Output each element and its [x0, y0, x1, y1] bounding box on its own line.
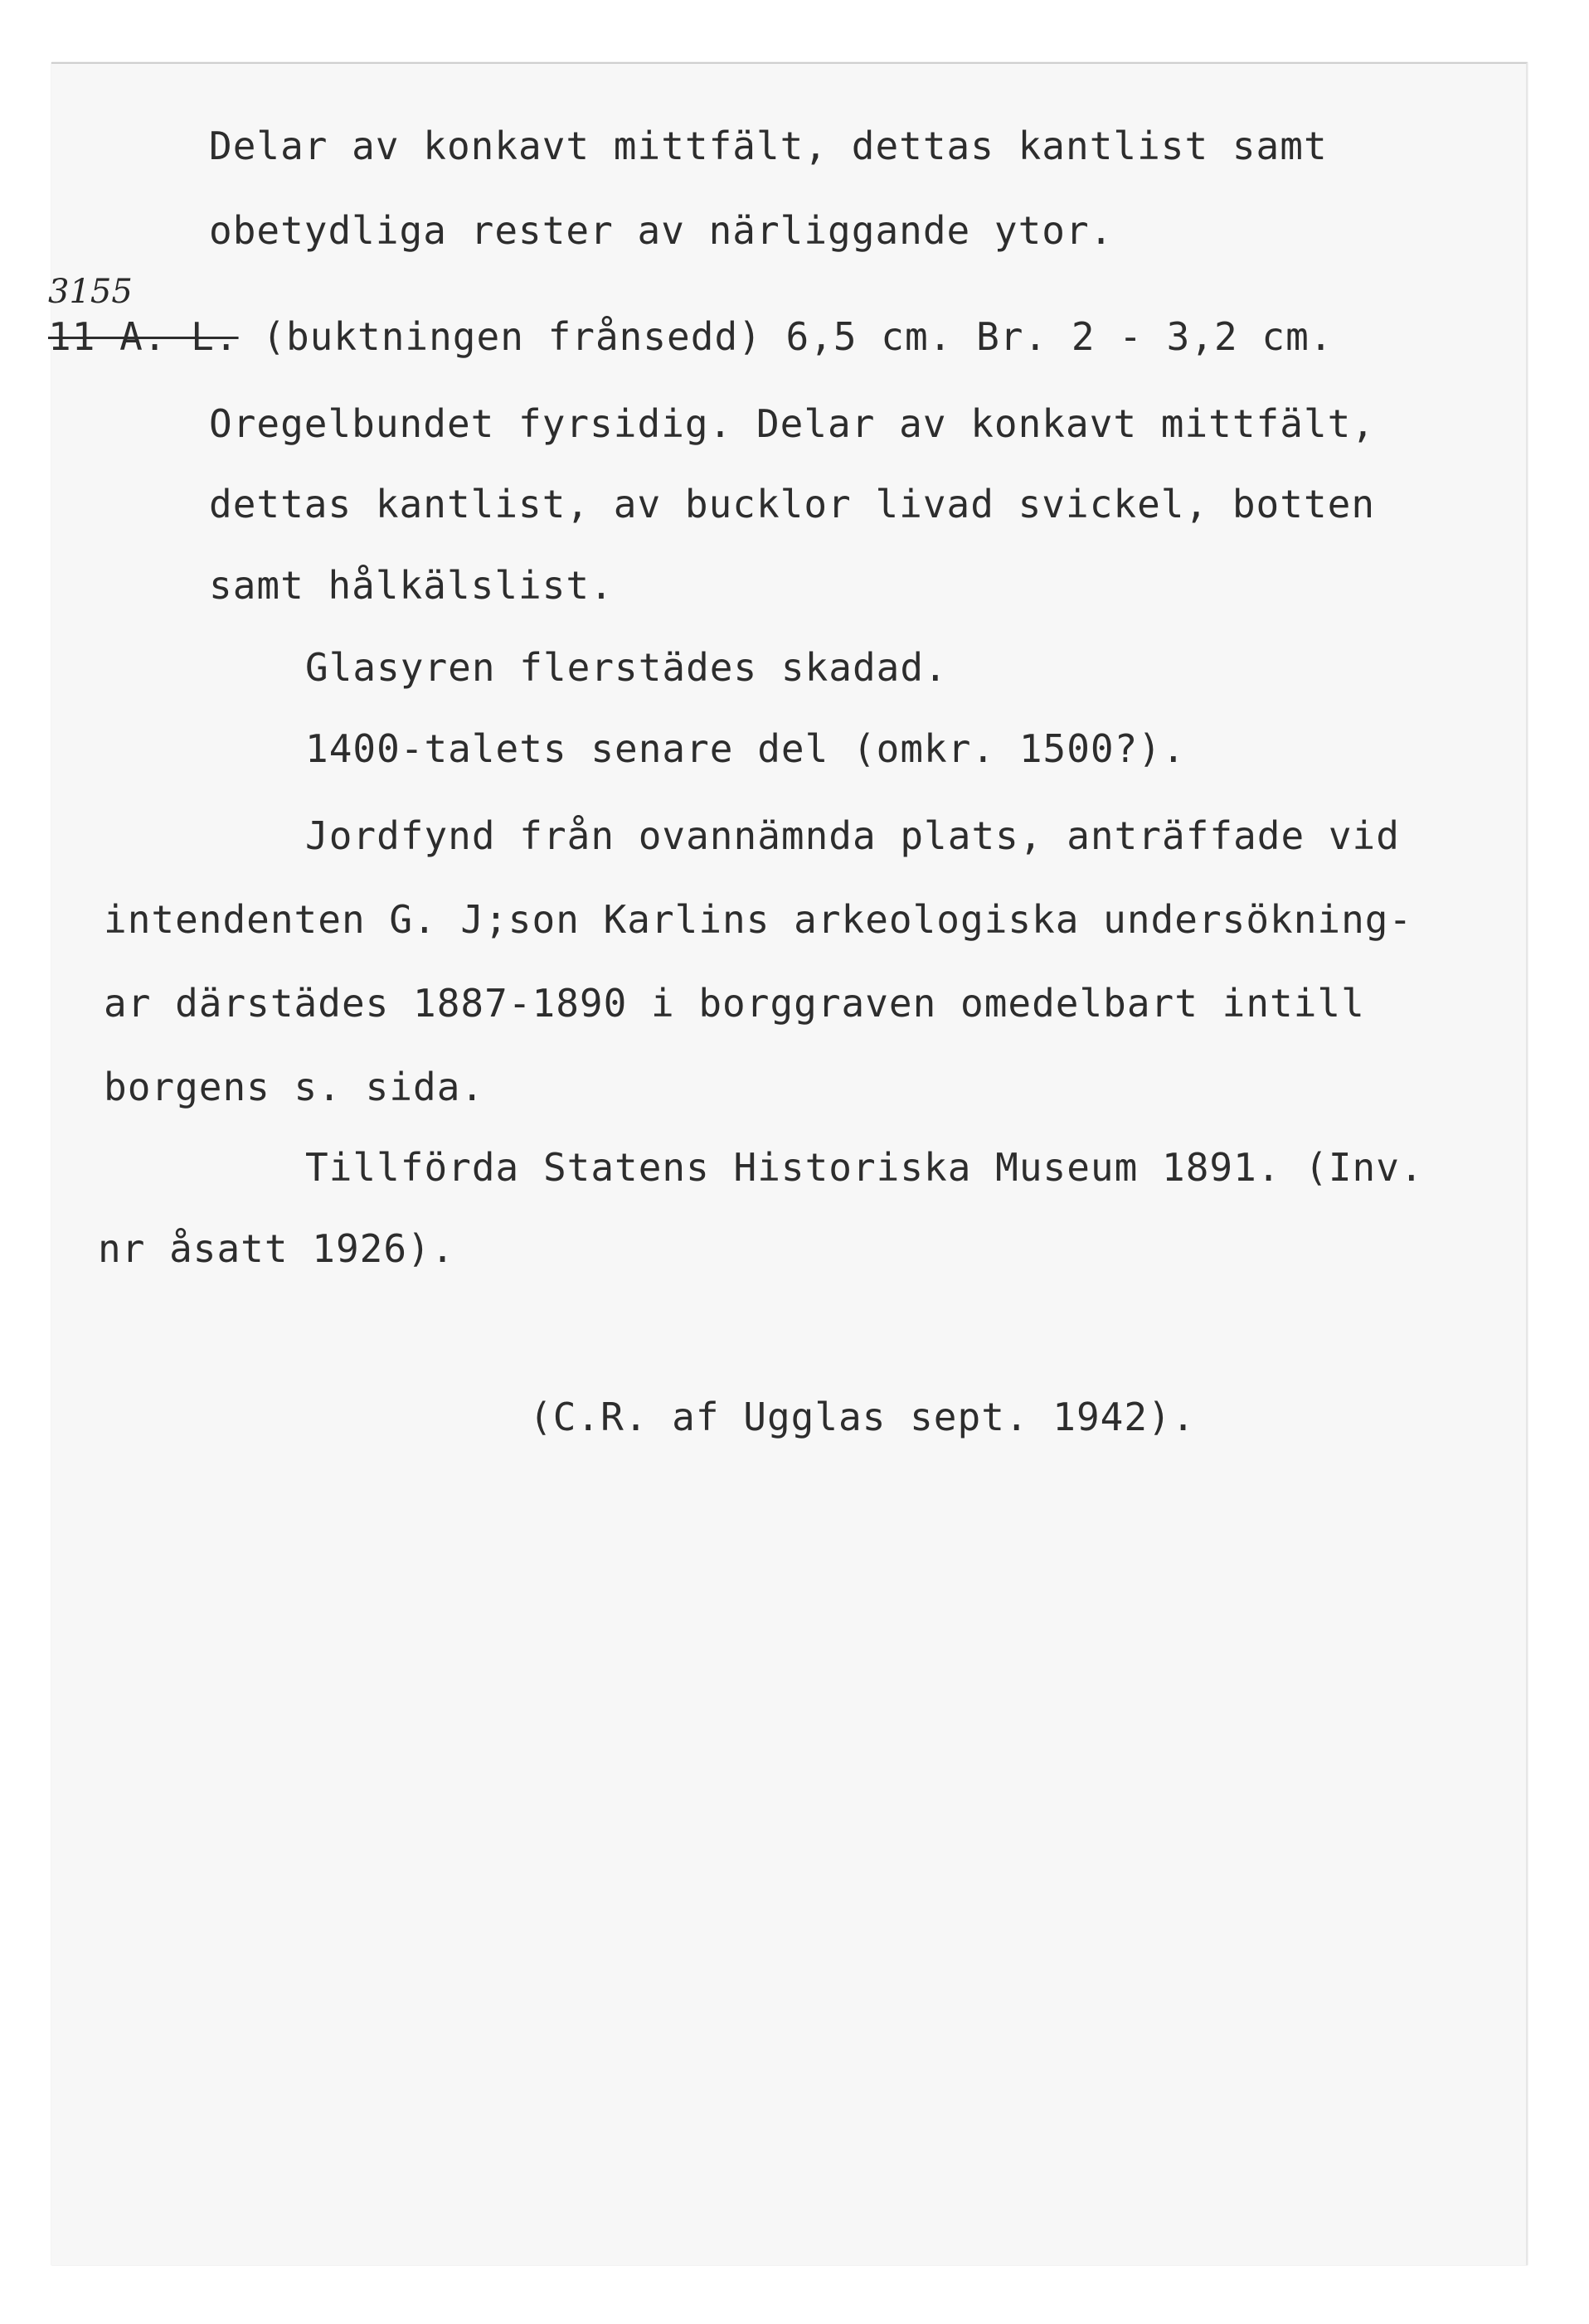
- text-line-15: (C.R. af Ugglas sept. 1942).: [529, 1395, 1196, 1439]
- text-line-4: Oregelbundet fyrsidig. Delar av konkavt mittfält,: [209, 401, 1376, 446]
- text-line-9: Jordfynd från ovannämnda plats, anträffade vid: [305, 813, 1400, 858]
- text-line-3-body: (buktningen frånsedd) 6,5 cm. Br. 2 - 3,2 cm.: [238, 314, 1334, 359]
- text-line-11: ar därstädes 1887-1890 i borggraven omedelbart intill: [104, 981, 1365, 1026]
- text-line-5: dettas kantlist, av bucklor livad svickel, botten: [209, 482, 1376, 526]
- text-line-13: Tillförda Statens Historiska Museum 1891. (Inv.: [305, 1145, 1424, 1190]
- text-line-2: obetydliga rester av närliggande ytor.: [209, 208, 1114, 253]
- text-line-1: Delar av konkavt mittfält, dettas kantlist samt: [209, 124, 1328, 168]
- text-line-3: [48, 314, 1334, 359]
- text-line-8: 1400-talets senare del (omkr. 1500?).: [305, 726, 1186, 771]
- struck-prefix: 11 A. L.: [48, 314, 239, 359]
- text-line-10: intendenten G. J;son Karlins arkeologiska undersökning-: [104, 897, 1413, 942]
- text-line-12: borgens s. sida.: [104, 1065, 485, 1109]
- text-line-6: samt hålkälslist.: [209, 563, 614, 608]
- text-line-7: Glasyren flerstädes skadad.: [305, 645, 948, 690]
- text-line-14: nr åsatt 1926).: [98, 1226, 455, 1271]
- handwritten-catalog-number: 3155: [48, 273, 133, 311]
